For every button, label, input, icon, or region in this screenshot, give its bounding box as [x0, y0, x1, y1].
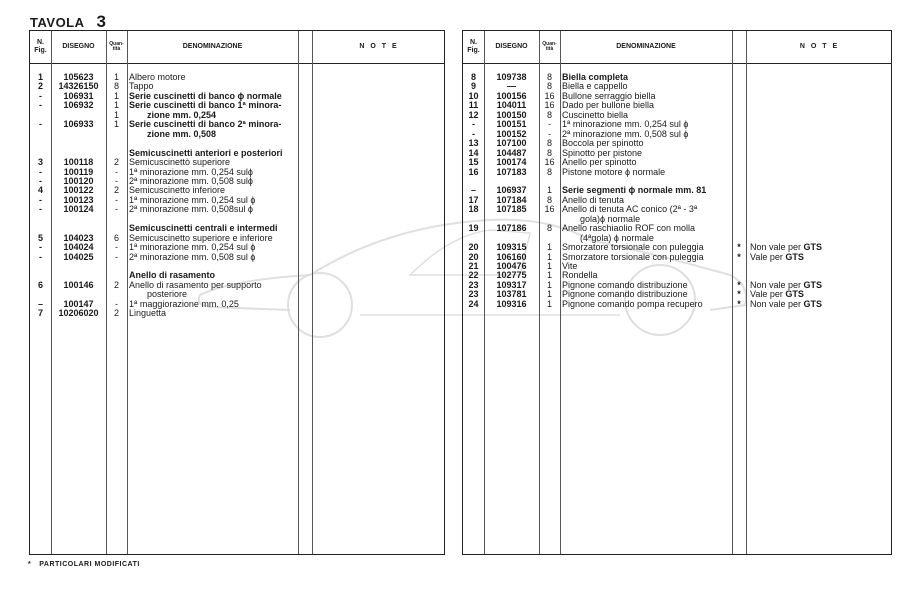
row-fig: 23: [468, 289, 479, 300]
row-modified-mark: *: [737, 242, 741, 253]
row-disegno: 106160: [496, 251, 527, 262]
row-quantita: 2: [113, 157, 119, 168]
row-disegno: 10206020: [58, 308, 99, 319]
row-fig: -: [472, 128, 475, 139]
row-disegno: 104023: [63, 232, 94, 243]
row-fig: 9: [470, 81, 476, 92]
row-disegno: 105623: [63, 72, 94, 82]
row-quantita: 8: [546, 72, 552, 82]
row-fig: -: [39, 204, 42, 215]
row-fig: -: [39, 166, 42, 177]
row-denominazione: Semicuscinetto superiore e inferiore: [129, 232, 273, 243]
row-modified-mark: *: [737, 298, 741, 309]
row-denominazione: Anello di tenuta AC conico (2ª - 3ª: [562, 204, 698, 215]
row-fig: 11: [468, 100, 479, 111]
row-disegno: 107185: [496, 204, 527, 215]
row-fig: 2: [37, 81, 43, 92]
row-denominazione: Rondella: [562, 270, 598, 281]
row-fig: 16: [468, 166, 479, 177]
row-fig: 1: [37, 72, 43, 82]
row-quantita: 8: [546, 194, 552, 205]
title-label: TAVOLA: [30, 15, 85, 30]
row-fig: -: [39, 90, 42, 101]
row-quantita: 16: [544, 90, 555, 101]
row-fig: -: [39, 100, 42, 111]
row-disegno: 14326150: [58, 81, 99, 92]
row-quantita: 8: [546, 166, 552, 177]
parts-table-left: [29, 30, 445, 555]
row-quantita: 16: [544, 204, 555, 215]
row-denominazione: zione mm. 0,254: [147, 109, 217, 120]
row-disegno: 102775: [496, 270, 527, 281]
header-quantita: Quan-tità: [542, 41, 557, 52]
row-disegno: 100119: [63, 166, 94, 177]
header-note: N O T E: [359, 43, 399, 50]
row-fig: -: [39, 175, 42, 186]
header-denominazione: DENOMINAZIONE: [182, 43, 243, 50]
row-fig: -: [39, 119, 42, 130]
row-quantita: -: [115, 298, 118, 309]
row-note: Non vale per GTS: [750, 279, 823, 290]
row-disegno: 100124: [63, 204, 94, 215]
row-denominazione: Anello raschiaolio ROF con molla: [562, 223, 696, 234]
row-disegno: 100146: [63, 279, 94, 290]
row-disegno: 100122: [63, 185, 94, 196]
row-note: Non vale per GTS: [750, 298, 823, 309]
header-note: N O T E: [799, 43, 840, 50]
row-quantita: 1: [546, 270, 552, 281]
row-disegno: 100156: [496, 90, 527, 101]
row-quantita: -: [115, 166, 118, 177]
row-disegno: 100123: [63, 194, 94, 205]
row-fig: –: [470, 185, 476, 196]
row-fig: 14: [468, 147, 479, 158]
row-disegno: 104025: [63, 251, 94, 262]
row-denominazione: Dado per bullone biella: [562, 100, 655, 111]
row-disegno: 109315: [496, 242, 527, 253]
row-denominazione: 1ª minorazione mm. 0,254 sul ϕ: [129, 194, 256, 205]
row-fig: -: [472, 119, 475, 130]
row-disegno: 104487: [496, 147, 527, 158]
row-note: Non vale per GTS: [750, 242, 823, 253]
row-disegno: 104024: [63, 242, 94, 253]
row-fig: 6: [37, 279, 43, 290]
header-fig: N. Fig.: [34, 39, 47, 54]
row-quantita: -: [115, 242, 118, 253]
row-denominazione: Smorzatore torsionale con puleggia: [562, 251, 704, 262]
row-disegno: 106937: [496, 185, 527, 196]
row-quantita: 8: [546, 223, 552, 234]
row-denominazione: Semicuscinetti centrali e intermedi: [129, 223, 278, 234]
row-denominazione: Anello di rasamento: [129, 270, 216, 281]
row-disegno: 100120: [63, 175, 94, 186]
row-disegno: 109738: [496, 72, 527, 82]
row-denominazione: Boccola per spinotto: [562, 138, 644, 149]
row-fig: 15: [468, 157, 479, 168]
row-denominazione: Pignone comando distribuzione: [562, 279, 688, 290]
row-disegno: 106932: [63, 100, 94, 111]
row-quantita: 2: [113, 308, 119, 319]
row-denominazione: Albero motore: [129, 72, 186, 82]
row-disegno: 103781: [496, 289, 527, 300]
header-disegno: DISEGNO: [495, 43, 528, 50]
table-row: [463, 299, 891, 309]
row-fig: 5: [37, 232, 43, 243]
row-fig: 10: [468, 90, 479, 101]
row-denominazione: Anello di tenuta: [562, 194, 625, 205]
row-denominazione: 2ª minorazione mm. 0,508 sul ϕ: [562, 128, 689, 139]
row-disegno: 109317: [496, 279, 527, 290]
row-denominazione: Linguetta: [129, 308, 167, 319]
footer-text: PARTICOLARI MODIFICATI: [39, 561, 140, 568]
row-denominazione: Biella e cappello: [562, 81, 628, 92]
row-quantita: 1: [113, 90, 119, 101]
row-denominazione: 1ª minorazione mm. 0,254 sul ϕ: [129, 242, 256, 253]
row-denominazione: gola)ϕ normale: [580, 213, 641, 224]
row-fig: 18: [468, 204, 479, 215]
header-quantita: Quan-tità: [109, 41, 124, 52]
row-denominazione: 1ª maggiorazione mm. 0,25: [129, 298, 239, 309]
page-title: [30, 12, 106, 32]
row-quantita: 1: [113, 72, 119, 82]
row-fig: 20: [468, 242, 479, 253]
row-fig: 3: [37, 157, 43, 168]
row-denominazione: Cuscinetto biella: [562, 109, 629, 120]
row-denominazione: Serie cuscinetti di banco ϕ normale: [129, 90, 282, 101]
title-number: 3: [96, 12, 107, 31]
row-fig: -: [39, 251, 42, 262]
row-denominazione: Spinotto per pistone: [562, 147, 643, 158]
row-fig: –: [37, 298, 43, 309]
row-disegno: 100150: [496, 109, 527, 120]
header-fig: N. Fig.: [467, 39, 480, 54]
row-denominazione: Pignone comando distribuzione: [562, 289, 688, 300]
row-note: Vale per GTS: [750, 289, 804, 300]
row-denominazione: Serie cuscinetti di banco 1ª minora-: [129, 100, 282, 111]
row-denominazione: 2ª minorazione mm. 0,508 sulϕ: [129, 175, 253, 186]
header-denominazione: DENOMINAZIONE: [616, 43, 676, 50]
row-denominazione: zione mm. 0,508: [147, 128, 217, 139]
row-denominazione: Anello di rasamento per supporto: [129, 279, 262, 290]
row-quantita: 1: [546, 279, 552, 290]
row-fig: 20: [468, 251, 479, 262]
row-quantita: 8: [113, 81, 119, 92]
row-disegno: 107183: [496, 166, 527, 177]
row-modified-mark: *: [737, 289, 741, 300]
row-denominazione: Semicuscinetto inferiore: [129, 185, 226, 196]
parts-table-right: [462, 30, 892, 555]
row-modified-mark: *: [737, 251, 741, 262]
row-note: Vale per GTS: [750, 251, 804, 262]
row-denominazione: 1ª minorazione mm. 0,254 sul ϕ: [562, 119, 689, 130]
row-quantita: 16: [544, 157, 555, 168]
row-quantita: 1: [546, 298, 552, 309]
row-quantita: -: [115, 194, 118, 205]
row-disegno: 100147: [63, 298, 94, 309]
row-quantita: -: [548, 128, 551, 139]
row-quantita: 1: [113, 119, 119, 130]
row-disegno: 106931: [63, 90, 94, 101]
row-fig: -: [39, 242, 42, 253]
row-quantita: 8: [546, 81, 552, 92]
row-quantita: 8: [546, 147, 552, 158]
row-fig: 19: [468, 223, 479, 234]
row-quantita: 2: [113, 185, 119, 196]
row-denominazione: Vite: [562, 261, 578, 271]
footer-legend: [28, 561, 140, 568]
header-disegno: DISEGNO: [62, 43, 95, 50]
row-quantita: 1: [546, 289, 552, 300]
row-fig: 24: [468, 298, 479, 309]
row-denominazione: 2ª minorazione mm. 0,508 sul ϕ: [129, 251, 256, 262]
row-denominazione: Serie segmenti ϕ normale mm. 81: [562, 185, 707, 196]
row-quantita: -: [548, 119, 551, 130]
row-quantita: -: [115, 251, 118, 262]
row-quantita: 1: [546, 261, 552, 271]
row-disegno: 107186: [496, 223, 527, 234]
row-disegno: 106933: [63, 119, 94, 130]
row-denominazione: (4ªgola) ϕ normale: [580, 232, 654, 243]
row-disegno: 107184: [496, 194, 527, 205]
row-disegno: 109316: [496, 298, 527, 309]
row-fig: 12: [468, 109, 479, 120]
row-denominazione: Bullone serraggio biella: [562, 90, 656, 101]
row-disegno: 100476: [496, 261, 527, 271]
row-fig: 17: [468, 194, 479, 205]
row-disegno: 107100: [496, 138, 527, 149]
row-fig: 8: [470, 72, 476, 82]
table-row: [30, 308, 444, 318]
row-quantita: 8: [546, 109, 552, 120]
row-denominazione: 1ª minorazione mm. 0,254 sulϕ: [129, 166, 253, 177]
row-quantita: 1: [113, 109, 119, 120]
row-quantita: -: [115, 175, 118, 186]
row-fig: -: [39, 194, 42, 205]
row-disegno: 100174: [496, 157, 527, 168]
row-disegno: 100151: [496, 119, 527, 130]
row-quantita: 1: [546, 242, 552, 253]
row-quantita: 1: [546, 185, 552, 196]
row-quantita: 2: [113, 279, 119, 290]
row-denominazione: Smorzatore torsionale con puleggia: [562, 242, 704, 253]
row-denominazione: Semicuscinetti anteriori e posteriori: [129, 147, 283, 158]
row-fig: 22: [468, 270, 479, 281]
row-denominazione: Semicuscinettò superiore: [129, 157, 231, 168]
row-modified-mark: *: [737, 279, 741, 290]
asterisk-icon: *: [28, 561, 32, 568]
row-denominazione: 2ª minorazione mm. 0,508sul ϕ: [129, 204, 253, 215]
row-quantita: 16: [544, 100, 555, 111]
row-disegno: 100152: [496, 128, 527, 139]
row-denominazione: Anello per spinotto: [562, 157, 637, 168]
row-fig: 23: [468, 279, 479, 290]
row-fig: 4: [37, 185, 43, 196]
row-disegno: 100118: [63, 157, 94, 168]
row-denominazione: Tappo: [129, 81, 154, 92]
row-fig: 7: [37, 308, 43, 319]
row-quantita: -: [115, 204, 118, 215]
row-disegno: 104011: [496, 100, 527, 111]
row-quantita: 8: [546, 138, 552, 149]
row-denominazione: Biella completa: [562, 72, 629, 82]
row-denominazione: Pignone comando pompa recupero: [562, 298, 703, 309]
row-denominazione: Pistone motore ϕ normale: [562, 166, 666, 177]
row-denominazione: posteriore: [147, 289, 188, 300]
row-denominazione: Serie cuscinetti di banco 2ª minora-: [129, 119, 282, 130]
row-fig: 21: [468, 261, 479, 271]
row-quantita: 1: [113, 100, 119, 111]
row-disegno: —: [507, 81, 516, 92]
row-quantita: 6: [113, 232, 119, 243]
row-quantita: 1: [546, 251, 552, 262]
row-fig: 13: [468, 138, 479, 149]
